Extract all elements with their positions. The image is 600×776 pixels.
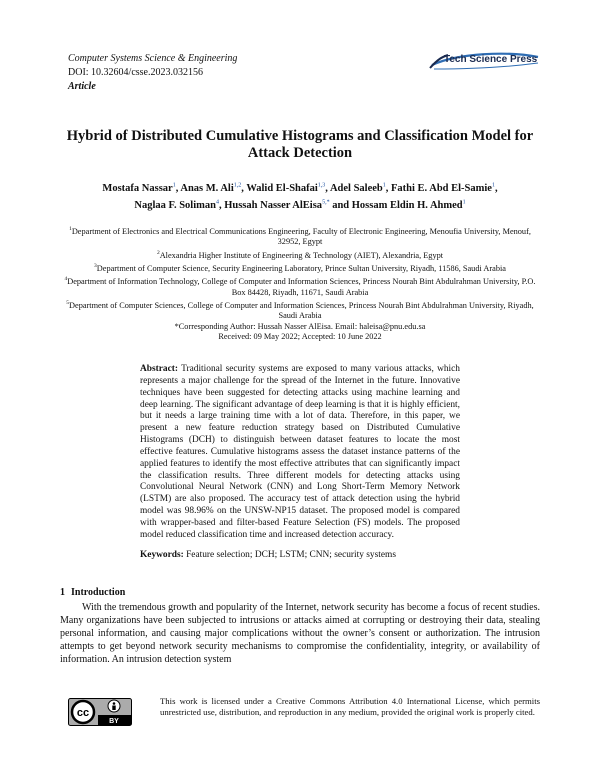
author: Hossam Eldin H. Ahmed$^1$ [351, 199, 466, 211]
author: Fathi E. Abd El-Samie$^1$, [391, 182, 498, 194]
doi[interactable]: DOI: 10.32604/csse.2023.032156 [68, 67, 203, 78]
cc-badge [68, 698, 132, 726]
affiliation: $^3$Department of Computer Science, Security Engineering Laboratory, Prince Sultan University, Riyadh, 11586, Saudi Arabia [94, 263, 506, 273]
license-text: This work is licensed under a Creative Commons Attribution 4.0 International License, which permits unrestricted use, distribution, and reproduction in any medium, provided the original work is properly cited. [160, 696, 540, 717]
body-paragraph: With the tremendous growth and popularity of the Internet, network security has become a focus of recent studies. Many organizations have been subjected to intrusions or attacks aimed at corrupting or destroying their data, stealing personal information, and causing major complications without the owner’s consent or authorization. The intrusion attempts to get beyond network security mechanisms to compromise the confidentiality, integrity, or availability of information. An intrusion detection system [60, 602, 540, 665]
publisher-logo [428, 51, 540, 71]
corresponding-author: *Corresponding Author: Hussah Nasser AlEisa. Email: haleisa@pnu.edu.sa [174, 321, 426, 331]
abstract [140, 364, 460, 542]
keywords-text: Feature selection; DCH; LSTM; CNN; security systems [186, 550, 396, 560]
author: Walid El-Shafai$^{1,3}$, [246, 182, 330, 194]
section-heading [60, 587, 125, 598]
author: Mostafa Nassar$^1$, [102, 182, 181, 194]
affiliation: $^5$Department of Computer Sciences, College of Computer and Information Sciences, Princess Nourah Bint Abdulrahman University, Riyadh, Saudi Arabia [66, 300, 534, 321]
author-list [60, 178, 540, 213]
author: Naglaa F. Soliman$^4$, [134, 199, 225, 211]
affiliation: $^1$Department of Electronics and Electrical Communications Engineering, Faculty of Electronic Engineering, Menoufia University, Menouf, 32952, Egypt [69, 226, 531, 247]
paper-title: Hybrid of Distributed Cumulative Histograms and Classification Model for Attack Detection [66, 128, 534, 161]
abstract-label: Abstract: [140, 364, 179, 374]
author: Adel Saleeb$^1$, [329, 182, 392, 194]
affiliation: $^4$Department of Information Technology, College of Computer and Information Sciences, Princess Nourah Bint Abdulrahman University, P.O. Box 84428, Riyadh, 11671, Saudi Arabia [64, 276, 536, 297]
author: Hussah Nasser AlEisa$^{5,*}$ and [224, 199, 352, 211]
section-number: 1 [60, 587, 65, 598]
affiliations [62, 224, 538, 343]
article-type: Article [68, 81, 96, 92]
journal-name: Computer Systems Science & Engineering [68, 53, 238, 64]
by-label: BY [109, 718, 119, 725]
author: Anas M. Ali$^{1,2}$, [180, 182, 247, 194]
keywords [140, 550, 460, 560]
section-title: Introduction [71, 587, 126, 598]
abstract-text: Traditional security systems are exposed to many various attacks, which represents a major challenge for the spread of the Internet in the future. Innovative techniques have been suggested for detecting attacks using machine learning and deep learning. The significant advantage of deep learning is that it is highly efficient, but it needs a large training time with a lot of data. Therefore, in this paper, we present a new feature reduction strategy based on Distributed Cumulative Histograms (DCH) to distinguish between dataset features to locate the most effective features. Cumulative histograms assess the dataset instance patterns of the applied features to identify the most effective attributes that can significantly impact the classification results. Three different models for detecting attacks using Convolutional Neural Network (CNN) and Long Short-Term Memory Network (LSTM) are also proposed. The accuracy test of attack detection using the hybrid model was 98.96% on the UNSW-NP15 dataset. The proposed model is compared with wrapper-based and filter-based Feature Selection (FS) models. The proposed model reduced classification time and increased detection accuracy. [140, 364, 460, 540]
affiliation: $^2$Alexandria Higher Institute of Engineering & Technology (AIET), Alexandria, Egypt [156, 249, 444, 260]
keywords-label: Keywords: [140, 550, 184, 560]
publisher-name: Tech Science Press [444, 54, 538, 65]
creative-commons-by-icon[interactable] [68, 698, 132, 726]
cc-symbol: cc [76, 707, 90, 719]
received-accepted-dates: Received: 09 May 2022; Accepted: 10 June 2022 [218, 332, 382, 342]
